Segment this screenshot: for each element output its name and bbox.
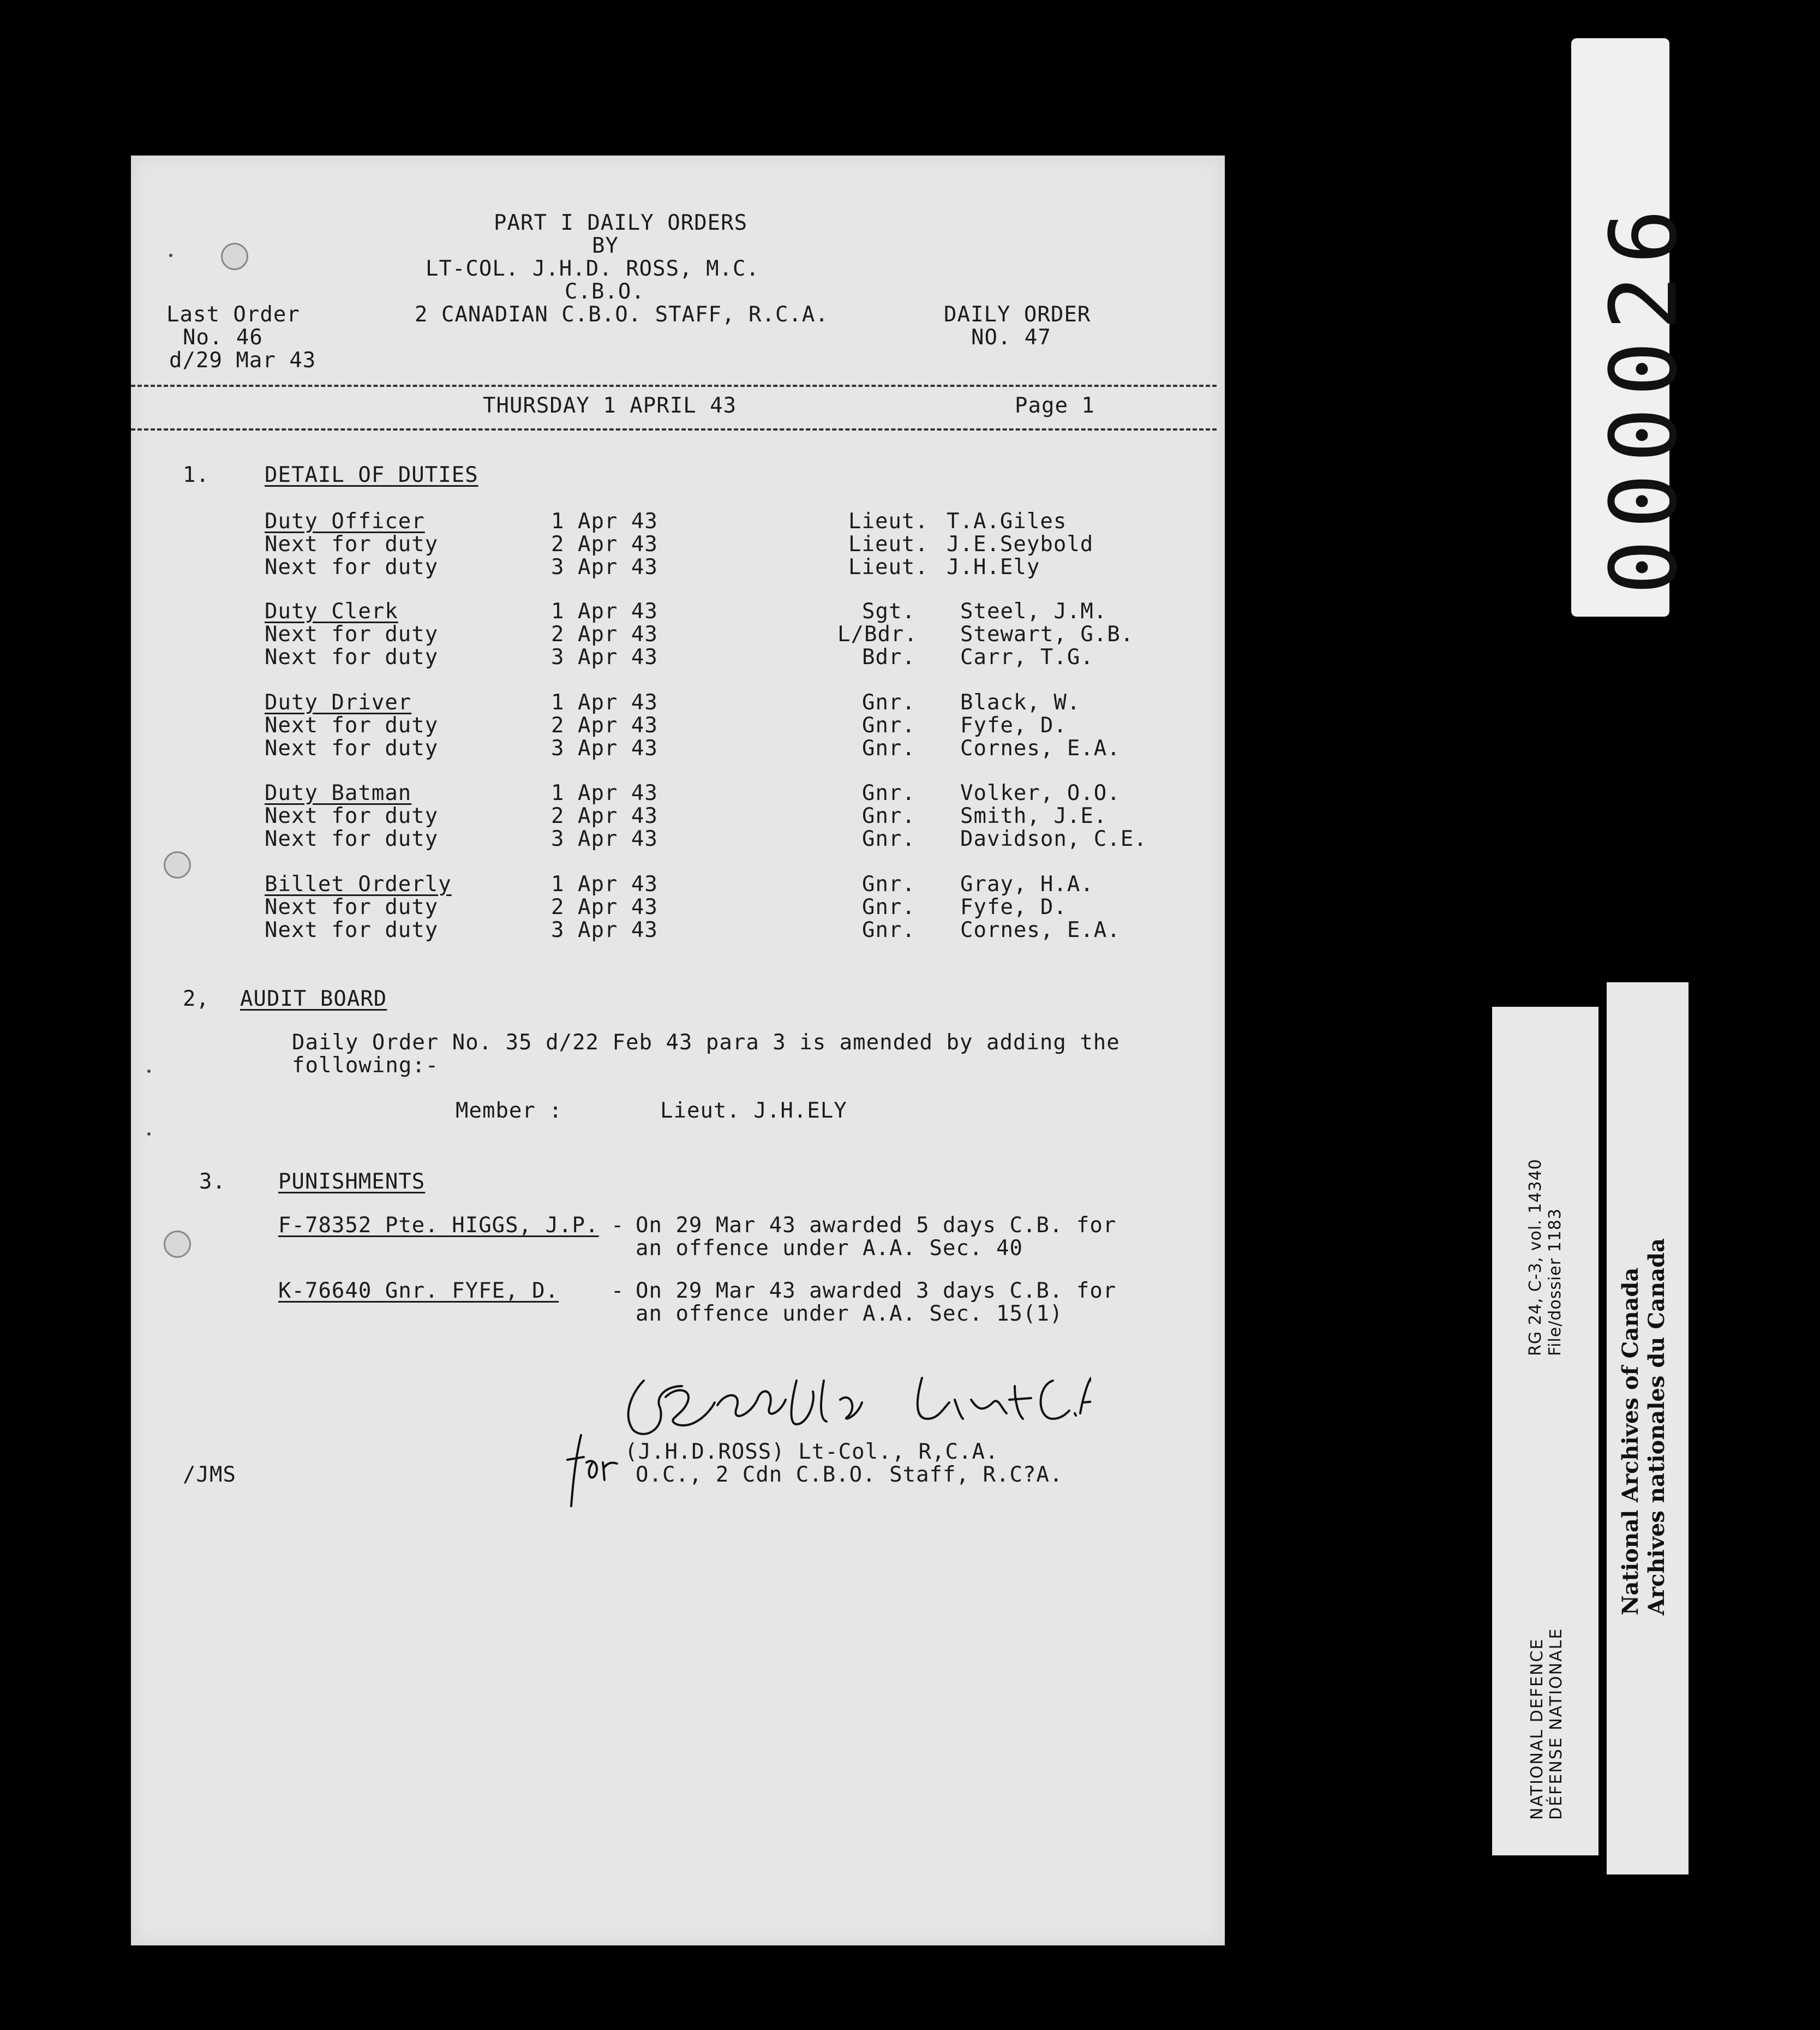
duty-name: Next for duty xyxy=(265,532,439,557)
order-by: BY xyxy=(592,234,619,258)
archive-ref-line1: RG 24, C-3, vol. 14340 xyxy=(1526,1159,1545,1356)
nac-french: Archives nationales du Canada xyxy=(1644,1238,1669,1615)
duty-person: Stewart, G.B. xyxy=(960,622,1134,647)
duty-name: Next for duty xyxy=(265,827,439,851)
punch-hole xyxy=(164,1231,191,1258)
duty-date: 2 Apr 43 xyxy=(551,895,658,920)
duty-person: Carr, T.G. xyxy=(960,645,1094,670)
national-archives-tag xyxy=(1607,982,1689,1874)
duty-person: Steel, J.M. xyxy=(960,599,1107,624)
duty-person: Cornes, E.A. xyxy=(960,918,1121,942)
document-page xyxy=(131,156,1225,1945)
duty-date: 2 Apr 43 xyxy=(551,713,658,738)
divider-line xyxy=(131,385,1217,387)
punishment-dash: - xyxy=(611,1279,625,1303)
for-mark xyxy=(565,1430,625,1512)
punishment-text: On 29 Mar 43 awarded 5 days C.B. for xyxy=(636,1213,1117,1238)
section-number: 3. xyxy=(199,1169,226,1194)
order-title: PART I DAILY ORDERS xyxy=(494,211,748,235)
duty-date: 2 Apr 43 xyxy=(551,622,658,647)
duty-rank: Gnr. xyxy=(862,827,915,851)
punishment-text: an offence under A.A. Sec. 40 xyxy=(636,1236,1023,1261)
daily-order-label: DAILY ORDER xyxy=(944,302,1091,327)
duty-person: Cornes, E.A. xyxy=(960,736,1121,761)
amendment-text: Daily Order No. 35 d/22 Feb 43 para 3 is amended by adding the xyxy=(292,1030,1120,1055)
duty-rank: Gnr. xyxy=(862,895,915,920)
last-order-date: d/29 Mar 43 xyxy=(169,348,316,373)
member-label: Member : xyxy=(456,1098,562,1123)
order-cbo: C.B.O. xyxy=(565,279,645,304)
archive-reference-tag xyxy=(1492,1007,1599,1855)
section-title: PUNISHMENTS xyxy=(278,1169,426,1194)
member-name: Lieut. J.H.ELY xyxy=(660,1098,847,1123)
section-title: AUDIT BOARD xyxy=(240,987,387,1011)
date-line: THURSDAY 1 APRIL 43 xyxy=(483,393,737,418)
duty-name: Next for duty xyxy=(265,804,439,828)
archive-ref-line2: File/dossier 1183 xyxy=(1546,1208,1565,1356)
duty-name: Next for duty xyxy=(265,895,439,920)
duty-person: J.H.Ely xyxy=(947,555,1040,580)
duty-rank: Gnr. xyxy=(862,872,915,897)
duty-rank: Gnr. xyxy=(862,690,915,715)
duty-date: 2 Apr 43 xyxy=(551,804,658,828)
duty-name: Next for duty xyxy=(265,918,439,942)
section-number: 1. xyxy=(183,463,209,487)
duty-rank: Bdr. xyxy=(862,645,915,670)
duty-name: Next for duty xyxy=(265,713,439,738)
signature-block-line1: (J.H.D.ROSS) Lt-Col., R,C.A. xyxy=(625,1440,999,1464)
duty-rank: L/Bdr. xyxy=(837,622,918,647)
section-number: 2, xyxy=(183,987,209,1011)
nac-english: National Archives of Canada xyxy=(1618,1267,1643,1615)
duty-person: J.E.Seybold xyxy=(947,532,1094,557)
punishment-dash: - xyxy=(611,1213,625,1238)
order-officer: LT-COL. J.H.D. ROSS, M.C. xyxy=(426,256,759,281)
punishment-text: On 29 Mar 43 awarded 3 days C.B. for xyxy=(636,1279,1117,1303)
duty-person: Fyfe, D. xyxy=(960,713,1067,738)
duty-name: Next for duty xyxy=(265,622,439,647)
duty-person: T.A.Giles xyxy=(947,509,1067,534)
duty-date: 1 Apr 43 xyxy=(551,872,658,897)
duty-name: Duty Driver xyxy=(265,690,412,715)
duty-date: 1 Apr 43 xyxy=(551,599,658,624)
punch-hole xyxy=(221,243,248,270)
duty-rank: Sgt. xyxy=(862,599,915,624)
duty-person: Volker, O.O. xyxy=(960,781,1121,805)
defence-line1: NATIONAL DEFENCE xyxy=(1528,1638,1547,1820)
duty-rank: Gnr. xyxy=(862,918,915,942)
duty-date: 3 Apr 43 xyxy=(551,736,658,761)
speck xyxy=(169,254,172,257)
signature-block-line2: O.C., 2 Cdn C.B.O. Staff, R.C?A. xyxy=(636,1462,1063,1487)
offender-id: K-76640 Gnr. FYFE, D. xyxy=(278,1279,559,1303)
speck xyxy=(147,1132,151,1136)
last-order-label: Last Order xyxy=(166,302,300,327)
duty-person: Fyfe, D. xyxy=(960,895,1067,920)
duty-name: Next for duty xyxy=(265,736,439,761)
order-unit: 2 CANADIAN C.B.O. STAFF, R.C.A. xyxy=(415,302,829,327)
duty-name: Next for duty xyxy=(265,645,439,670)
daily-order-number: NO. 47 xyxy=(971,325,1051,350)
divider-line xyxy=(131,428,1217,431)
duty-person: Gray, H.A. xyxy=(960,872,1094,897)
duty-date: 1 Apr 43 xyxy=(551,690,658,715)
frame-counter-strip xyxy=(1571,38,1697,617)
punishment-text: an offence under A.A. Sec. 15(1) xyxy=(636,1301,1063,1326)
duty-person: Davidson, C.E. xyxy=(960,827,1147,851)
duty-date: 1 Apr 43 xyxy=(551,781,658,805)
duty-rank: Lieut. xyxy=(848,532,929,557)
amendment-text: following:- xyxy=(292,1053,439,1078)
frame-counter: 000026 xyxy=(1590,198,1697,595)
duty-date: 3 Apr 43 xyxy=(551,827,658,851)
duty-name: Next for duty xyxy=(265,555,439,580)
duty-rank: Gnr. xyxy=(862,804,915,828)
duty-person: Smith, J.E. xyxy=(960,804,1107,828)
duty-date: 3 Apr 43 xyxy=(551,555,658,580)
speck xyxy=(147,1070,151,1073)
defence-line2: DÉFENSE NATIONALE xyxy=(1547,1627,1566,1820)
duty-rank: Lieut. xyxy=(848,509,929,534)
duty-name: Billet Orderly xyxy=(265,872,452,897)
duty-rank: Gnr. xyxy=(862,713,915,738)
offender-id: F-78352 Pte. HIGGS, J.P. xyxy=(278,1213,599,1238)
duty-name: Duty Officer xyxy=(265,509,425,534)
duty-rank: Lieut. xyxy=(848,555,929,580)
duty-person: Black, W. xyxy=(960,690,1081,715)
duty-name: Duty Batman xyxy=(265,781,412,805)
last-order-number: No. 46 xyxy=(183,325,263,350)
duty-date: 3 Apr 43 xyxy=(551,918,658,942)
duty-name: Duty Clerk xyxy=(265,599,398,624)
duty-date: 1 Apr 43 xyxy=(551,509,658,534)
punch-hole xyxy=(164,851,191,879)
page-number: Page 1 xyxy=(1015,393,1095,418)
typist-initials: /JMS xyxy=(183,1462,236,1487)
section-title: DETAIL OF DUTIES xyxy=(265,463,478,487)
duty-date: 2 Apr 43 xyxy=(551,532,658,557)
duty-date: 3 Apr 43 xyxy=(551,645,658,670)
duty-rank: Gnr. xyxy=(862,736,915,761)
duty-rank: Gnr. xyxy=(862,781,915,805)
